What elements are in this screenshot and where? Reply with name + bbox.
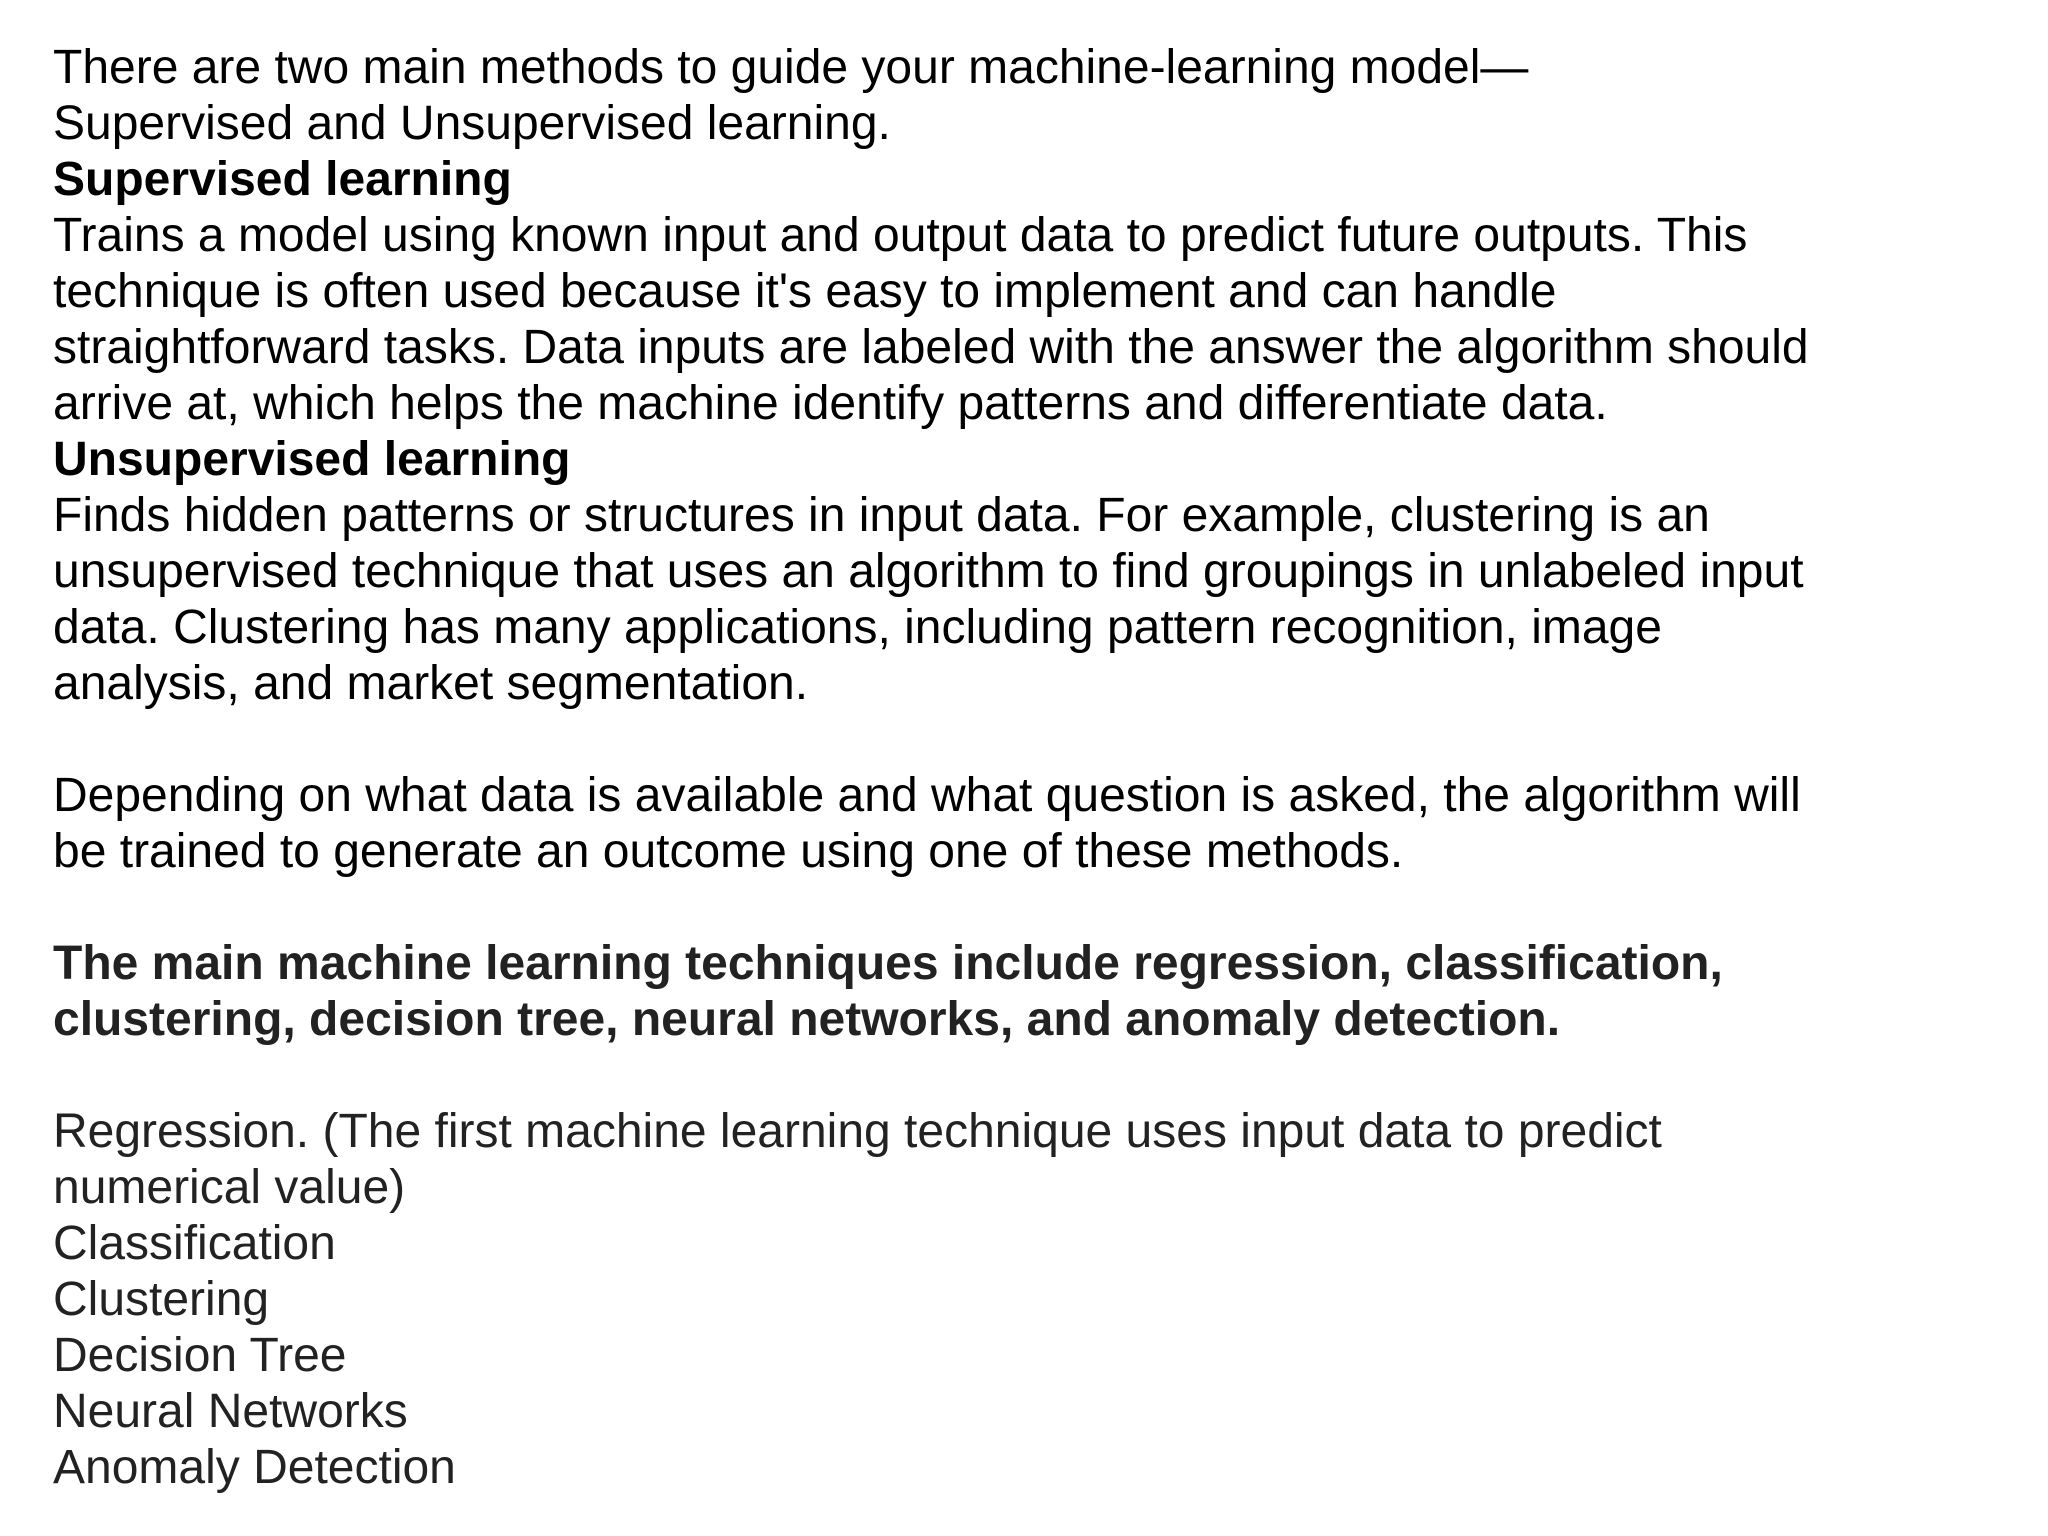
unsupervised-line: Finds hidden patterns or structures in input data. For example, clustering is an [53,489,1710,542]
techniques-summary-line: clustering, decision tree, neural networks, and anomaly detection. [53,993,1561,1046]
technique-item-neural-networks: Neural Networks [53,1385,408,1438]
supervised-line: technique is often used because it's easy to implement and can handle [53,265,1557,318]
technique-item-classification: Classification [53,1217,336,1270]
techniques-summary-line: The main machine learning techniques include regression, classification, [53,937,1723,990]
unsupervised-line: analysis, and market segmentation. [53,657,809,710]
unsupervised-line: unsupervised technique that uses an algorithm to find groupings in unlabeled input [53,545,1804,598]
depending-paragraph [53,768,1996,880]
depending-line: Depending on what data is available and what question is asked, the algorithm will [53,769,1801,822]
regression-line: Regression. (The first machine learning technique uses input data to predict [53,1105,1662,1158]
intro-paragraph [53,40,1996,152]
supervised-line: straightforward tasks. Data inputs are labeled with the answer the algorithm should [53,321,1809,374]
supervised-heading: Supervised learning [53,153,512,206]
supervised-line: arrive at, which helps the machine identify patterns and differentiate data. [53,377,1608,430]
unsupervised-section [53,432,1996,712]
paragraph-spacer [53,712,1996,768]
technique-item-decision-tree: Decision Tree [53,1329,347,1382]
technique-item-anomaly-detection: Anomaly Detection [53,1441,456,1494]
paragraph-spacer [53,880,1996,936]
technique-item-clustering: Clustering [53,1273,270,1326]
techniques-summary [53,936,1996,1048]
techniques-list [53,1104,1996,1496]
supervised-line: Trains a model using known input and output data to predict future outputs. This [53,209,1748,262]
supervised-section [53,152,1996,432]
unsupervised-heading: Unsupervised learning [53,433,571,486]
intro-line: Supervised and Unsupervised learning. [53,97,891,150]
unsupervised-line: data. Clustering has many applications, including pattern recognition, image [53,601,1662,654]
intro-line: There are two main methods to guide your machine-learning model— [53,41,1529,94]
depending-line: be trained to generate an outcome using one of these methods. [53,825,1404,878]
paragraph-spacer [53,1048,1996,1104]
regression-line: numerical value) [53,1161,406,1214]
